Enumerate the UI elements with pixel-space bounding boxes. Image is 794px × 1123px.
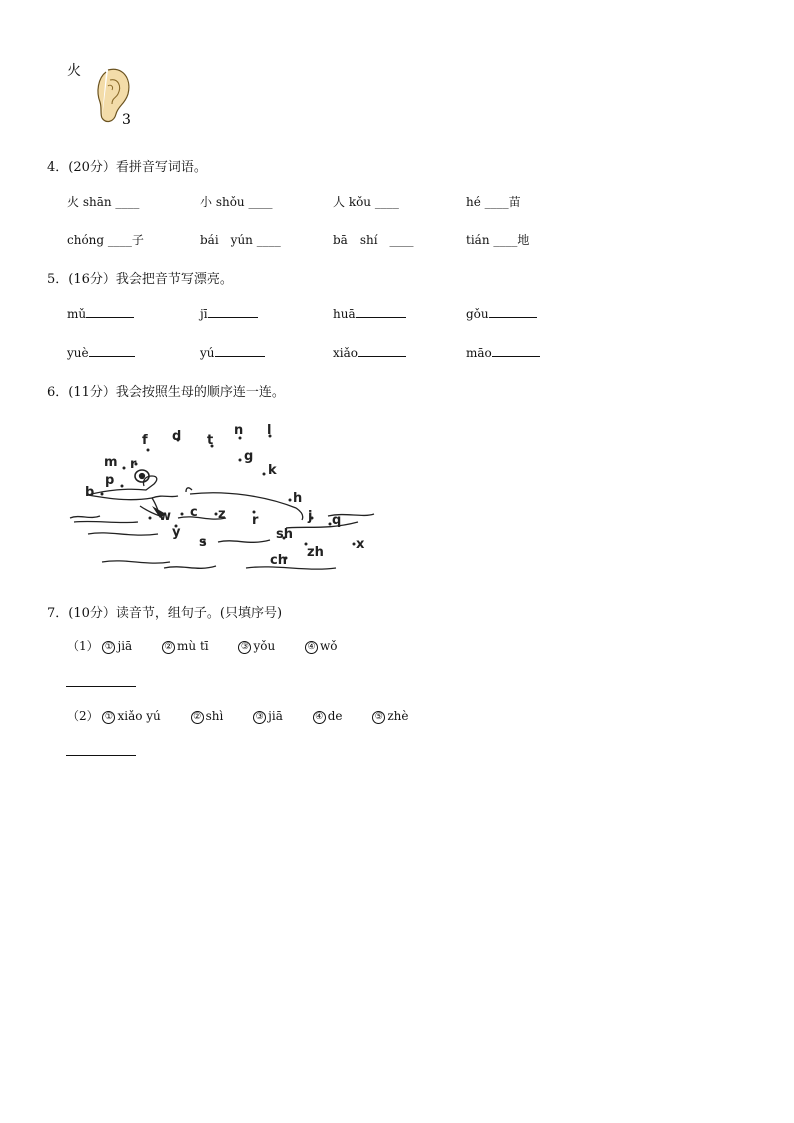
answer-blank[interactable] <box>208 306 258 318</box>
answer-blank[interactable] <box>89 345 135 357</box>
dot-to-dot-picture <box>66 410 386 582</box>
letter-x: x <box>356 537 365 552</box>
q4-r2-item: bái yún ____ <box>200 233 281 247</box>
q7-part1: （1） ① jiā ② mù tī ③ yǒu ④ wǒ <box>67 639 338 653</box>
letter-j: j <box>308 509 313 524</box>
q6-title: 6．(11分）我会按照生母的顺序连一连。 <box>47 385 285 400</box>
ear-icon <box>92 64 138 132</box>
letter-l: l <box>267 423 272 438</box>
letter-p: p <box>105 473 115 488</box>
q5-syllable: mǔ <box>67 306 134 321</box>
letter-c: c <box>190 505 198 520</box>
letter-h: h <box>293 491 303 506</box>
q7-answer-line-2[interactable] <box>66 755 136 756</box>
letter-k: k <box>268 463 277 478</box>
letter-ch: ch <box>270 553 287 568</box>
letter-r2: r <box>252 513 259 528</box>
q4-r1-item: hé ____苗 <box>466 195 521 209</box>
q5-syllable: gǒu <box>466 306 537 321</box>
q4-r1-item: 火 shān ____ <box>67 195 140 209</box>
answer-blank[interactable] <box>356 306 406 318</box>
letter-d: d <box>172 429 182 444</box>
q5-syllable: māo <box>466 345 540 360</box>
q5-syllable: xiǎo <box>333 345 406 360</box>
q5-syllable: huā <box>333 306 406 321</box>
q5-syllable: yuè <box>67 345 135 360</box>
letter-z: z <box>218 507 226 522</box>
letter-f: f <box>142 433 148 448</box>
letter-sh: sh <box>276 527 293 542</box>
q5-title: 5．(16分）我会把音节写漂亮。 <box>47 272 233 287</box>
q5-syllable: jī <box>200 306 258 321</box>
letter-y: y <box>172 525 181 540</box>
q7-title: 7．(10分）读音节，组句子。(只填序号) <box>47 606 283 621</box>
q4-r2-item: bā shí ____ <box>333 233 414 247</box>
q4-title: 4．(20分）看拼音写词语。 <box>47 160 207 175</box>
answer-blank[interactable] <box>358 345 406 357</box>
fragment-char: 火 <box>67 63 81 79</box>
letter-g: g <box>244 449 254 464</box>
q4-r2-item: tián ____地 <box>466 233 530 247</box>
letter-w: w <box>159 509 172 524</box>
answer-blank[interactable] <box>86 306 134 318</box>
q4-r1-item: 小 shǒu ____ <box>200 195 273 209</box>
letter-s: s <box>199 535 207 550</box>
letter-b: b <box>85 485 95 500</box>
letter-t: t <box>207 433 214 448</box>
q7-part2: （2） ① xiǎo yú ② shì ③ jiā ④ de ⑤ zhè <box>67 709 409 723</box>
letter-n: n <box>234 423 244 438</box>
q4-r1-item: 人 kǒu ____ <box>333 195 399 209</box>
q4-r2-item: chóng ____子 <box>67 233 144 247</box>
answer-blank[interactable] <box>215 345 265 357</box>
answer-blank[interactable] <box>489 306 537 318</box>
fragment-side-char: 3 <box>122 112 131 128</box>
answer-blank[interactable] <box>492 345 540 357</box>
letter-q: q <box>332 513 342 528</box>
q7-answer-line-1[interactable] <box>66 686 136 687</box>
q5-syllable: yú <box>200 345 265 360</box>
letter-zh: zh <box>307 545 324 560</box>
letter-r: r <box>130 457 137 472</box>
letter-m: m <box>104 455 118 470</box>
